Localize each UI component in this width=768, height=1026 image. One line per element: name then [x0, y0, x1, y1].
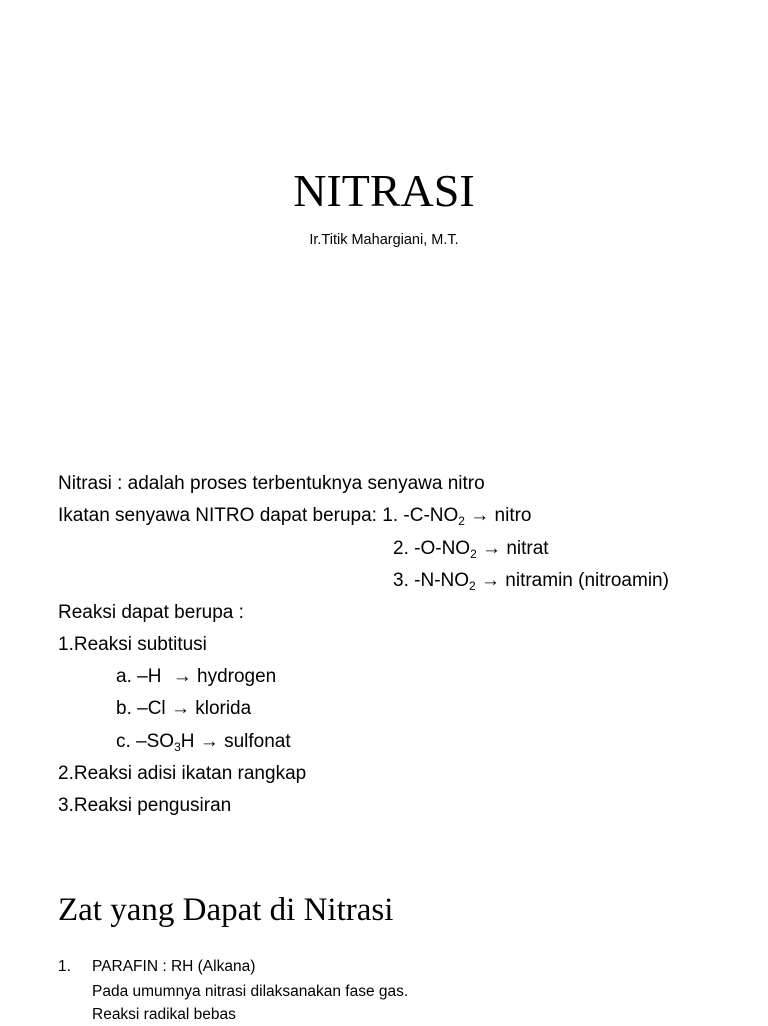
- definition-line: Nitrasi : adalah proses terbentuknya senyawa nitro: [58, 473, 485, 494]
- bond-item-1: [382, 505, 531, 526]
- substitution-name: hydrogen: [197, 666, 277, 687]
- substitution-item-b: [116, 696, 251, 722]
- bond-formula: -C-NO: [403, 505, 459, 526]
- reaction-2-line: 2.Reaksi adisi ikatan rangkap: [58, 763, 307, 784]
- arrow-right-icon: →: [170, 698, 190, 719]
- substitution-name: klorida: [195, 698, 252, 719]
- list-item-title: PARAFIN : RH (Alkana): [92, 958, 256, 975]
- substitution-letter: a.: [116, 666, 132, 687]
- substitution-group: –SO: [136, 731, 175, 752]
- substitution-group: –H: [137, 666, 162, 687]
- bond-formula: -O-NO: [414, 538, 471, 559]
- author-name: Ir.Titik Mahargiani, M.T.: [309, 232, 459, 248]
- bond-subscript: 2: [469, 579, 476, 593]
- bond-name: nitramin (nitroamin): [505, 570, 669, 591]
- arrow-right-icon: →: [470, 505, 490, 526]
- list-item-line: Reaksi radikal bebas: [92, 1006, 236, 1023]
- substitution-subscript: 3: [174, 740, 181, 754]
- substitution-group-suffix: H: [180, 731, 195, 752]
- arrow-right-icon: →: [172, 666, 192, 687]
- reaction-3-line: 3.Reaksi pengusiran: [58, 795, 232, 816]
- substitution-group: –Cl: [137, 698, 166, 719]
- substitution-item-a: [116, 664, 276, 690]
- bond-name: nitro: [494, 505, 532, 526]
- arrow-right-icon: →: [199, 731, 219, 752]
- bond-number: 1.: [382, 505, 399, 526]
- arrow-right-icon: →: [481, 570, 500, 591]
- substitution-letter: b.: [116, 698, 132, 719]
- list-item-number: 1.: [58, 958, 71, 975]
- section-heading: Zat yang Dapat di Nitrasi: [58, 892, 394, 928]
- bond-name: nitrat: [506, 538, 549, 559]
- slide-title: NITRASI: [293, 165, 475, 216]
- bond-item-2: [393, 536, 549, 562]
- bond-intro-text: Ikatan senyawa NITRO dapat berupa:: [58, 505, 377, 526]
- reaction-intro-line: Reaksi dapat berupa :: [58, 602, 244, 623]
- substitution-item-c: [116, 729, 291, 755]
- arrow-right-icon: →: [482, 538, 502, 559]
- substitution-letter: c.: [116, 731, 131, 752]
- bond-number: 3.: [393, 570, 409, 591]
- bond-number: 2.: [393, 538, 409, 559]
- bond-subscript: 2: [458, 514, 465, 528]
- bond-intro-line: [58, 503, 532, 529]
- bond-item-3: [393, 568, 669, 594]
- list-item-line: Pada umumnya nitrasi dilaksanakan fase gas.: [92, 983, 409, 1000]
- bond-subscript: 2: [470, 547, 477, 561]
- substitution-name: sulfonat: [224, 731, 291, 752]
- bond-formula: -N-NO: [414, 570, 470, 591]
- reaction-1-line: 1.Reaksi subtitusi: [58, 634, 207, 655]
